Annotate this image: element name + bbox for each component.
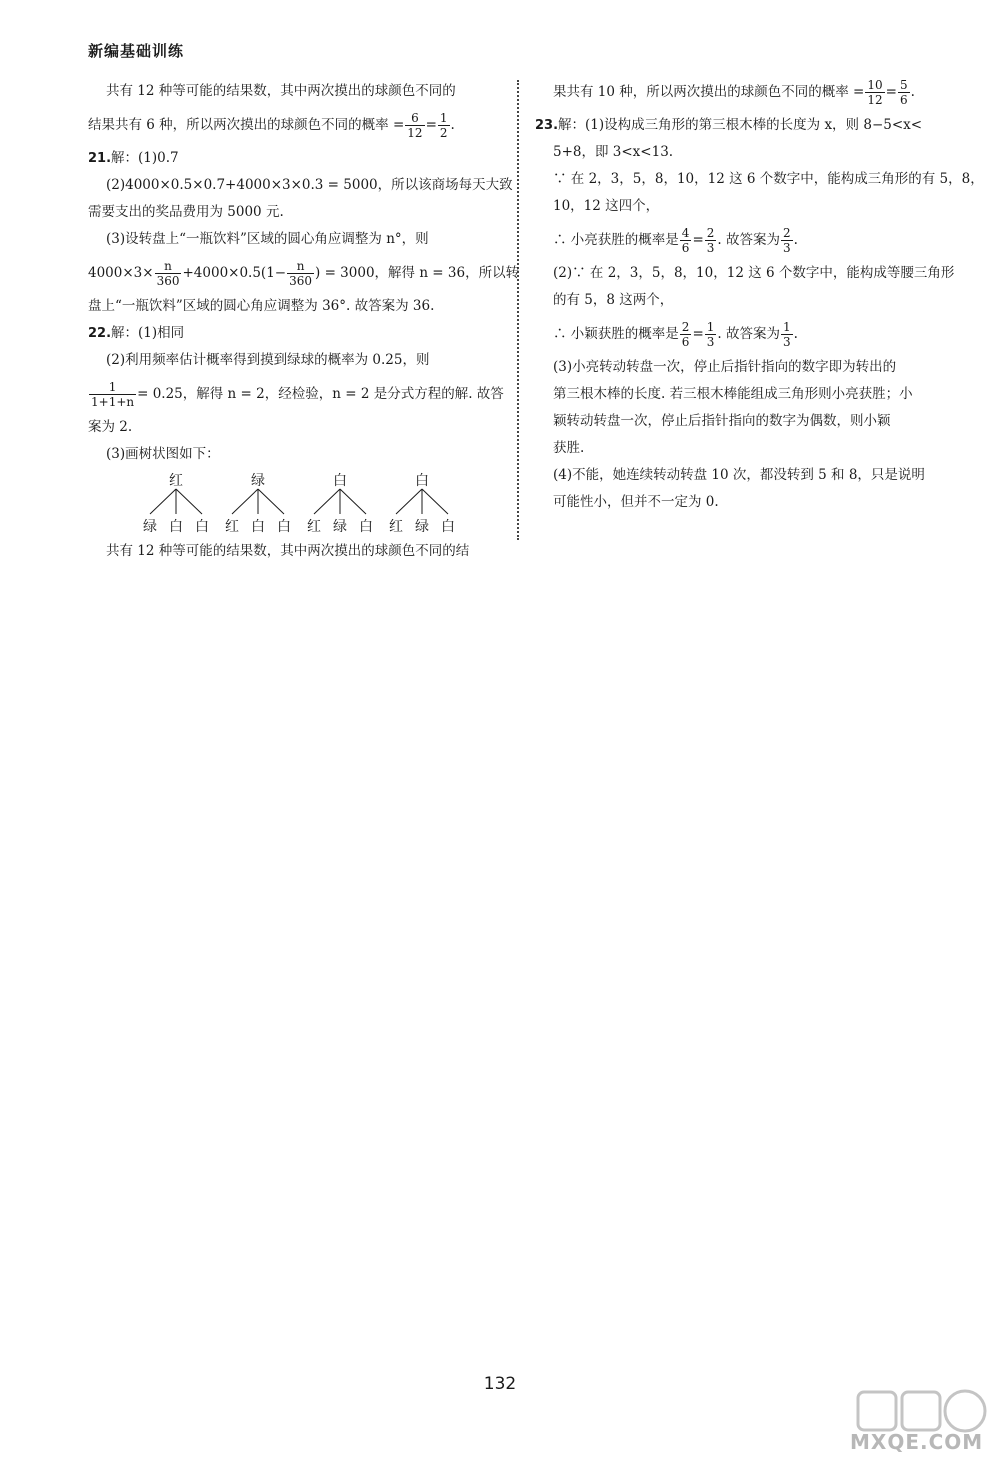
numerator: 1 xyxy=(439,111,448,125)
column-divider xyxy=(517,80,519,540)
text-line xyxy=(535,314,950,354)
tree-root-node: 白 xyxy=(333,473,347,489)
tree-leaf-node: 红 xyxy=(225,519,239,535)
denominator: 6 xyxy=(899,93,908,107)
numerator: 4 xyxy=(681,226,690,240)
text-line: (2)4000×0.5×0.7+4000×3×0.3 = 5000，所以该商场每天大致 xyxy=(106,177,513,193)
question-number: 21. xyxy=(88,151,112,166)
denominator: 360 xyxy=(156,274,180,288)
text-line: 案为 2. xyxy=(88,419,133,435)
numerator: 2 xyxy=(706,226,715,240)
text-span: 解：(1)设构成三角形的第三根木棒的长度为 x，则 8−5<x< xyxy=(558,117,923,133)
denominator: 3 xyxy=(706,335,715,349)
fraction xyxy=(89,380,136,409)
left-column xyxy=(88,78,520,565)
text-span: 解：(1)0.7 xyxy=(111,150,179,166)
numerator: 10 xyxy=(867,78,883,92)
tree-leaf-node: 白 xyxy=(359,519,373,535)
text-line xyxy=(88,105,506,145)
text-line xyxy=(88,374,506,414)
book-title: 新编基础训练 xyxy=(88,42,185,60)
period: . xyxy=(910,84,915,100)
question-number: 23. xyxy=(535,118,559,133)
tree-leaf-node: 绿 xyxy=(415,519,429,535)
text-line: ∵ 在 2，3，5，8，10，12 这 6 个数字中，能构成三角形的有 5，8， xyxy=(553,171,984,187)
text-line: 可能性小，但并不一定为 0. xyxy=(553,494,719,510)
page-number: 132 xyxy=(483,1374,517,1394)
tree-diagram xyxy=(88,468,506,538)
fraction xyxy=(155,259,182,288)
tree-root-node: 绿 xyxy=(251,473,265,489)
equals-sign: = xyxy=(692,326,704,342)
tree-leaf-node: 红 xyxy=(307,519,321,535)
tree-leaf-node: 绿 xyxy=(333,519,347,535)
text-span: = 0.25，解得 n = 2，经检验，n = 2 是分式方程的解. 故答 xyxy=(137,386,504,402)
text-line xyxy=(535,72,950,112)
text-line: (3)小亮转动转盘一次，停止后指针指向的数字即为转出的 xyxy=(553,359,897,375)
fraction xyxy=(405,111,424,140)
numerator: 2 xyxy=(681,320,690,334)
text-line: (4)不能，她连续转动转盘 10 次，都没转到 5 和 8，只是说明 xyxy=(553,467,925,483)
tree-leaf-node: 绿 xyxy=(143,519,157,535)
denominator: 2 xyxy=(439,126,448,140)
denominator: 12 xyxy=(867,93,883,107)
numerator: 1 xyxy=(782,320,791,334)
tree-leaf-node: 白 xyxy=(277,519,291,535)
fraction xyxy=(865,78,884,107)
text-span: 解：(1)相同 xyxy=(111,325,185,341)
text-span: +4000×0.5(1− xyxy=(182,265,287,281)
denominator: 12 xyxy=(407,126,423,140)
text-span: ) = 3000，解得 n = 36，所以转 xyxy=(315,265,520,281)
text-line: 需要支出的奖品费用为 5000 元. xyxy=(88,204,284,220)
text-span: . 故答案为 xyxy=(717,232,780,248)
period: . xyxy=(793,326,798,342)
numerator: 2 xyxy=(782,226,791,240)
denominator: 6 xyxy=(681,241,690,255)
text-line: 第三根木棒的长度. 若三根木棒能组成三角形则小亮获胜；小 xyxy=(553,386,913,402)
fraction xyxy=(287,259,314,288)
denominator: 3 xyxy=(706,241,715,255)
equals-sign: = xyxy=(885,84,897,100)
text-line: 盘上“一瓶饮料”区域的圆心角应调整为 36°. 故答案为 36. xyxy=(88,298,435,314)
fraction xyxy=(680,226,692,255)
text-line xyxy=(88,253,520,293)
denominator: 6 xyxy=(681,335,690,349)
text-line: 颖转动转盘一次，停止后指针指向的数字为偶数，则小颖 xyxy=(553,413,891,429)
text-span: . 故答案为 xyxy=(717,326,780,342)
numerator: 1 xyxy=(706,320,715,334)
text-line: (3)画树状图如下： xyxy=(106,446,220,462)
watermark-text: MXQE.COM xyxy=(850,1430,984,1454)
question-23 xyxy=(535,112,950,139)
question-number: 22. xyxy=(88,326,112,341)
fraction xyxy=(438,111,450,140)
numerator: 1 xyxy=(89,380,136,395)
fraction xyxy=(898,78,910,107)
equals-sign: = xyxy=(692,232,704,248)
fraction xyxy=(781,226,793,255)
denominator: 360 xyxy=(289,274,313,288)
question-21 xyxy=(88,145,506,172)
tree-leaf-node: 白 xyxy=(195,519,209,535)
denominator: 3 xyxy=(782,241,791,255)
text-span: ∴ 小亮获胜的概率是 xyxy=(553,232,679,248)
text-line: 5+8，即 3<x<13. xyxy=(553,144,674,160)
numerator: 6 xyxy=(405,111,424,126)
text-line: 共有 12 种等可能的结果数，其中两次摸出的球颜色不同的结 xyxy=(106,543,470,559)
tree-root-node: 红 xyxy=(169,473,183,489)
right-column xyxy=(535,78,984,516)
question-22 xyxy=(88,320,506,347)
tree-leaf-node: 白 xyxy=(169,519,183,535)
fraction xyxy=(705,226,717,255)
text-line: 10，12 这四个， xyxy=(553,198,660,214)
tree-leaf-node: 红 xyxy=(389,519,403,535)
text-span: 4000×3× xyxy=(88,265,154,281)
period: . xyxy=(450,117,455,133)
text-line: (2)利用频率估计概率得到摸到绿球的概率为 0.25，则 xyxy=(106,352,430,368)
denominator: 3 xyxy=(782,335,791,349)
text-span: 果共有 10 种，所以两次摸出的球颜色不同的概率 = xyxy=(553,84,865,100)
numerator: n xyxy=(287,259,314,274)
text-line: 获胜. xyxy=(553,440,585,456)
fraction xyxy=(781,320,793,349)
equals-sign: = xyxy=(425,117,437,133)
text-line xyxy=(535,220,950,260)
tree-leaf-node: 白 xyxy=(251,519,265,535)
period: . xyxy=(793,232,798,248)
text-line: (3)设转盘上“一瓶饮料”区域的圆心角应调整为 n°，则 xyxy=(106,231,429,247)
text-line: (2)∵ 在 2，3，5，8，10，12 这 6 个数字中，能构成等腰三角形 xyxy=(553,265,955,281)
text-line: 共有 12 种等可能的结果数，其中两次摸出的球颜色不同的 xyxy=(106,83,456,99)
text-span: ∴ 小颖获胜的概率是 xyxy=(553,326,679,342)
numerator: 5 xyxy=(899,78,908,92)
numerator: n xyxy=(155,259,182,274)
denominator: 1+1+n xyxy=(91,395,135,409)
fraction xyxy=(680,320,692,349)
text-span: 结果共有 6 种，所以两次摸出的球颜色不同的概率 = xyxy=(88,117,405,133)
text-line: 的有 5，8 这两个， xyxy=(553,292,674,308)
fraction xyxy=(705,320,717,349)
tree-root-node: 白 xyxy=(415,473,429,489)
tree-leaf-node: 白 xyxy=(441,519,455,535)
